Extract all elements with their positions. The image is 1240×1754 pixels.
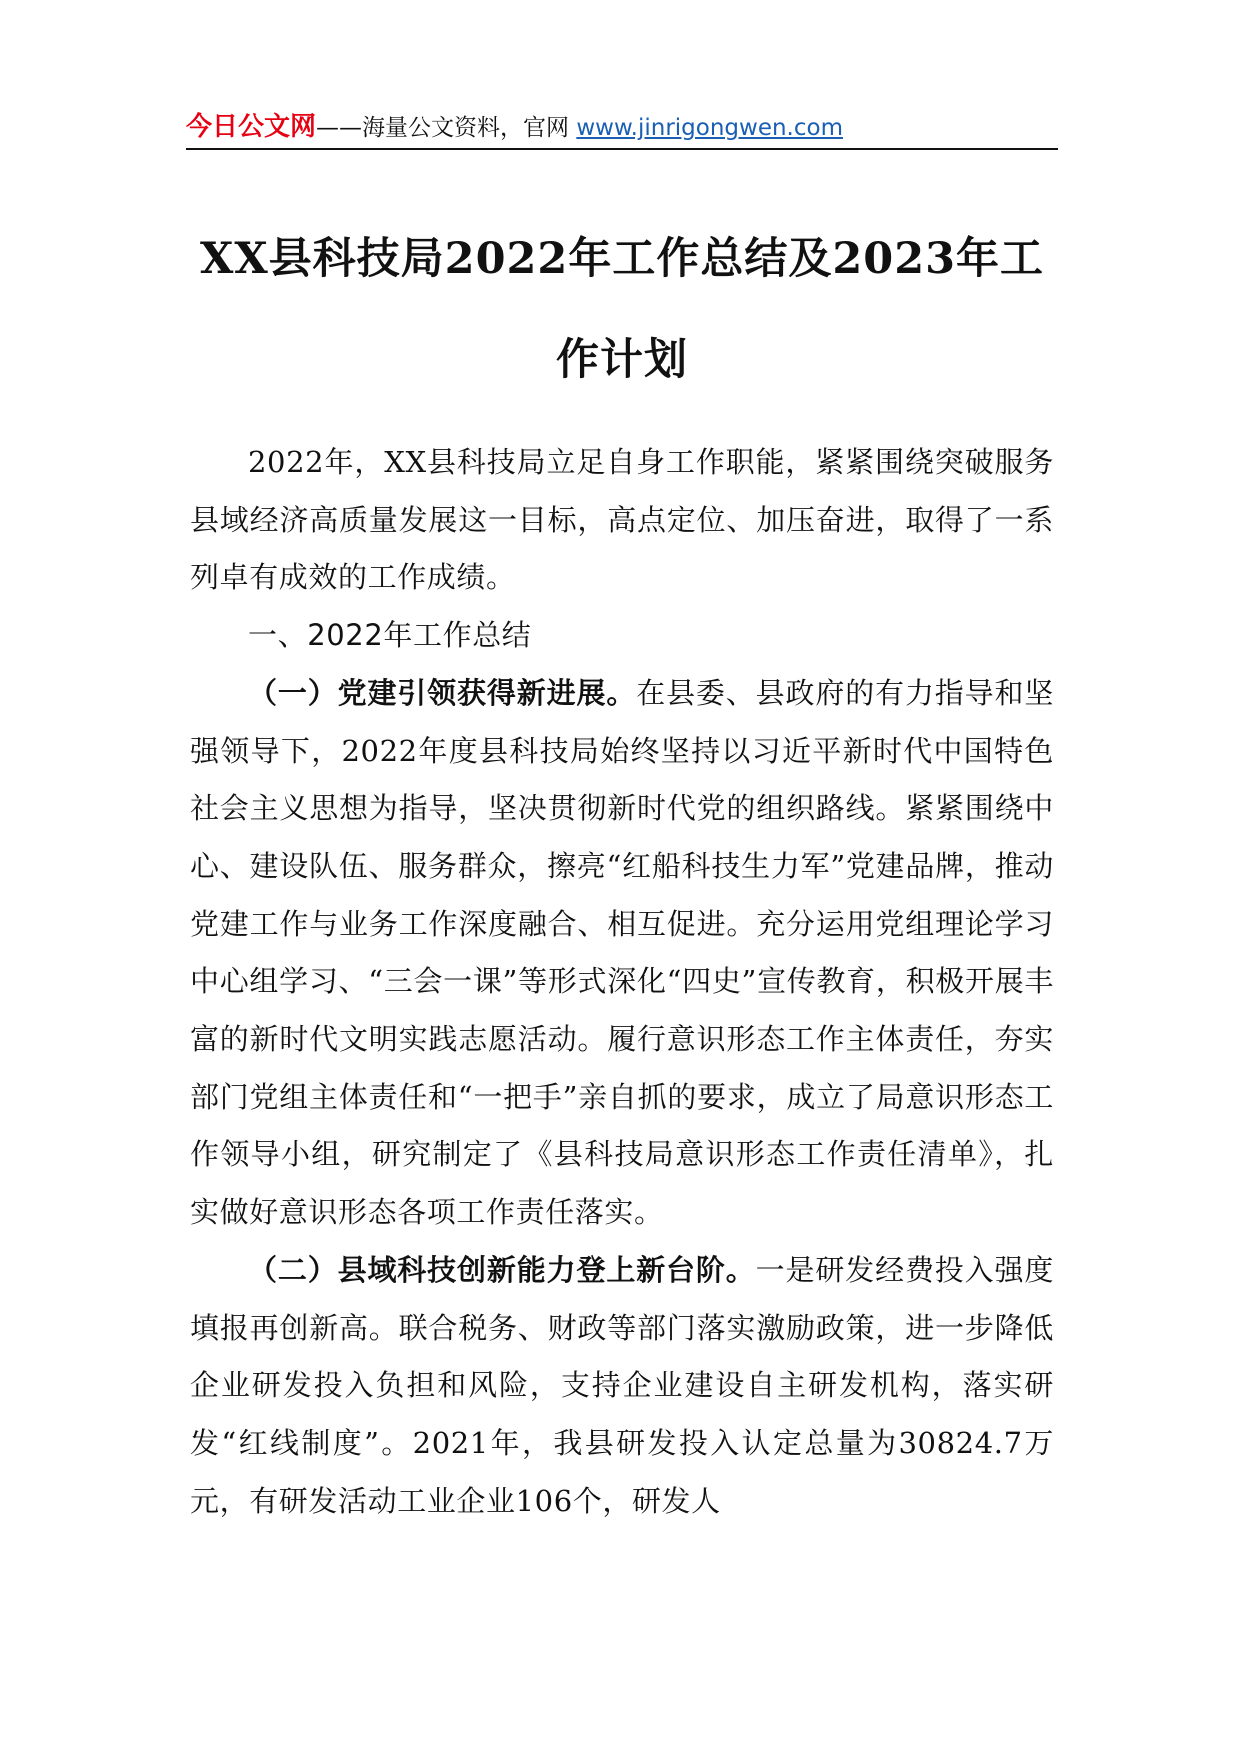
document-body <box>190 434 1054 1530</box>
intro-paragraph: 2022年，XX县科技局立足自身工作职能，紧紧围绕突破服务县域经济高质量发展这一目标，高点定位、加压奋进，取得了一系列卓有成效的工作成绩。 <box>190 445 1054 595</box>
party-building-paragraph <box>190 665 1054 1242</box>
site-brand[interactable]: 今日公文网 <box>186 112 317 142</box>
innovation-body: 一是研发经费投入强度填报再创新高。联合税务、财政等部门落实激励政策，进一步降低企业研发投入负担和风险，支持企业建设自主研发机构，落实研发“红线制度”。2021年，我县研发投入认定总量为30824.7万元，有研发活动工业企业106个，研发人 <box>190 1252 1054 1518</box>
site-header <box>186 104 1058 150</box>
header-divider <box>186 148 1058 150</box>
document-title: XX县科技局2022年工作总结及2023年工作计划 <box>199 233 1045 385</box>
party-building-lead: （一）党建引领获得新进展。 <box>248 675 637 710</box>
section-heading: 一、2022年工作总结 <box>248 618 532 653</box>
innovation-lead: （二）县域科技创新能力登上新台阶。 <box>248 1252 756 1287</box>
header-description: 海量公文资料，官网 <box>362 115 577 141</box>
party-building-body: 在县委、县政府的有力指导和坚强领导下，2022年度县科技局始终坚持以习近平新时代中国特色社会主义思想为指导，坚决贯彻新时代党的组织路线。紧紧围绕中心、建设队伍、服务群众，擦亮“红船科技生力军”党建品牌，推动党建工作与业务工作深度融合、相互促进。充分运用党组理论学习中心组学习、“三会一课”等形式深化“四史”宣传教育，积极开展丰富的新时代文明实践志愿活动。履行意识形态工作主体责任，夯实部门党组主体责任和“一把手”亲自抓的要求，成立了局意识形态工作领导小组，研究制定了《县科技局意识形态工作责任清单》，扎实做好意识形态各项工作责任落实。 <box>190 675 1054 1230</box>
innovation-paragraph <box>190 1242 1054 1531</box>
header-dash: —— <box>316 115 363 141</box>
website-link[interactable]: www.jinrigongwen.com <box>576 115 843 141</box>
